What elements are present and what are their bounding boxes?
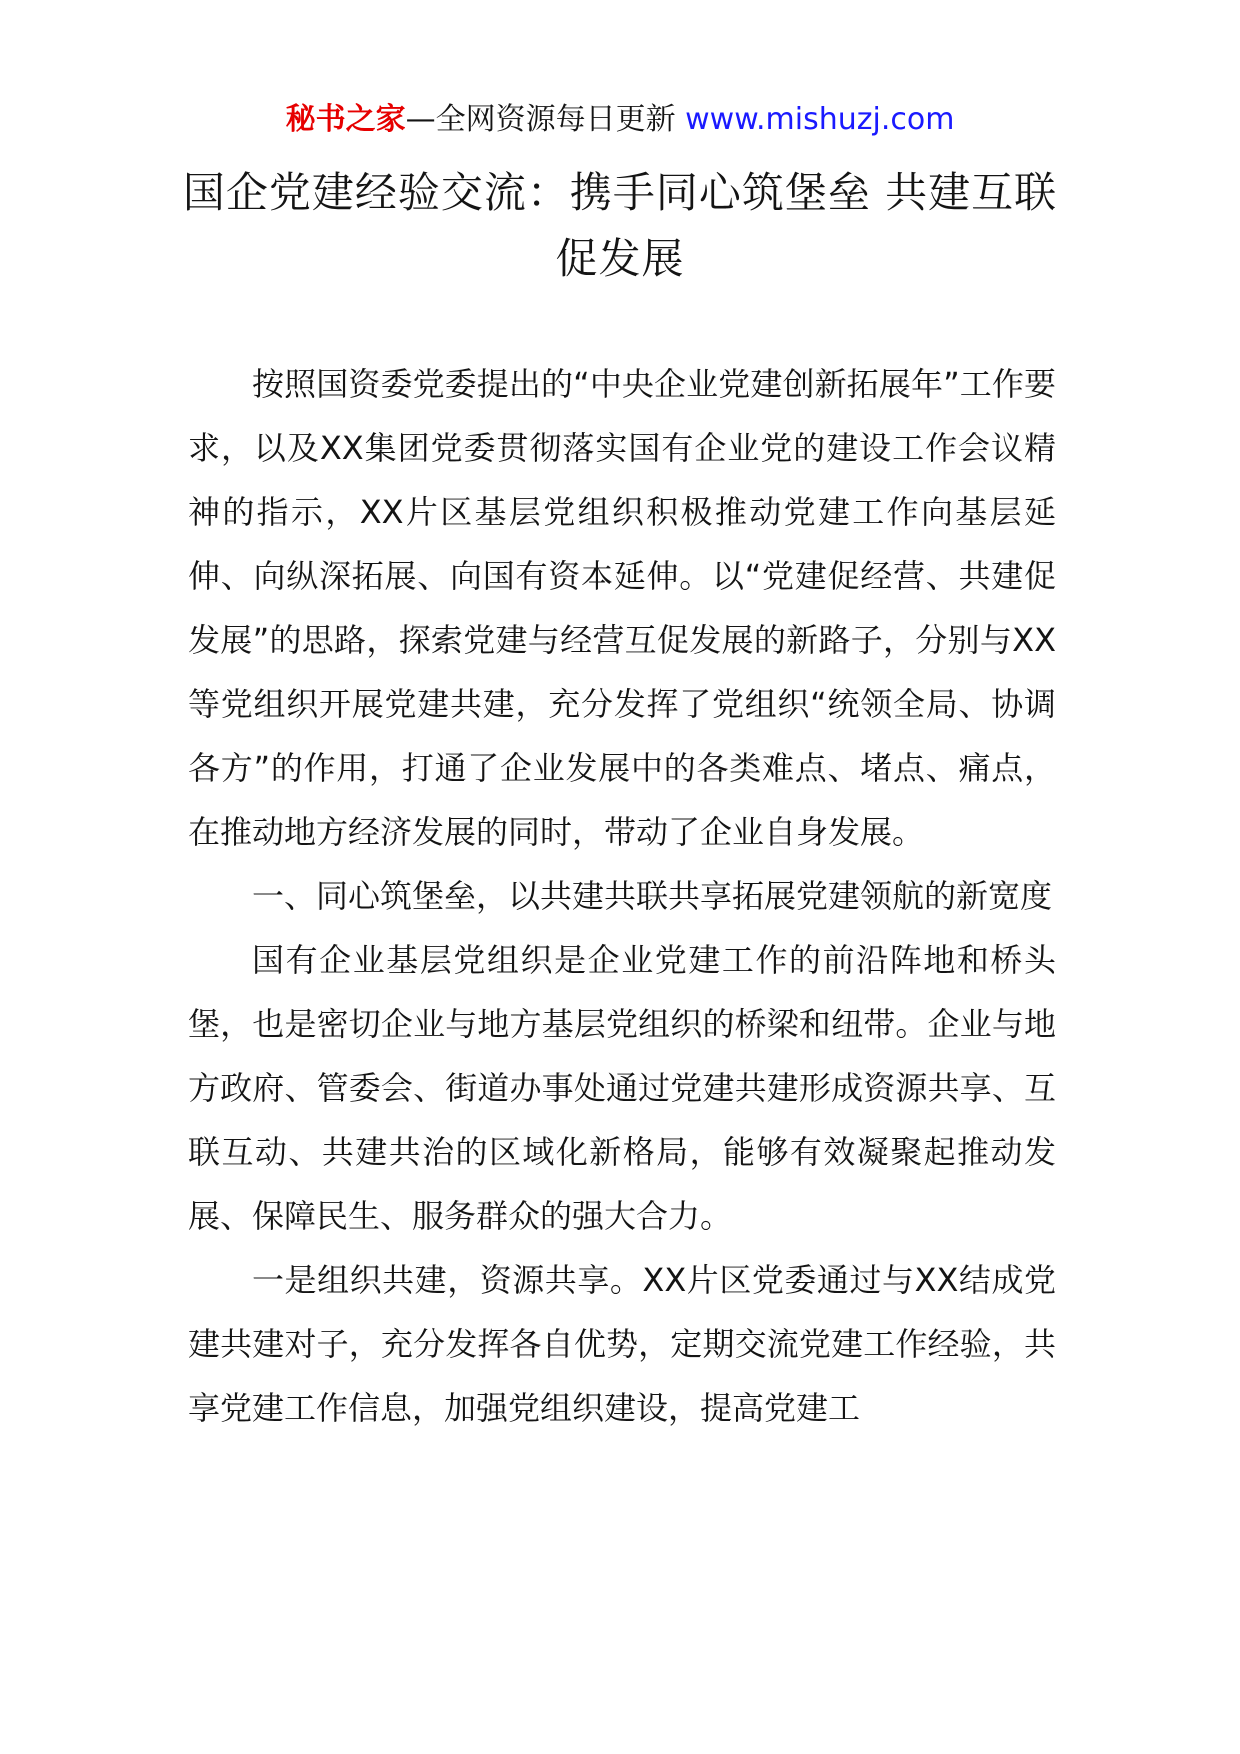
intro-paragraph: 按照国资委党委提出的“中央企业党建创新拓展年”工作要求，以及XX集团党委贯彻落实国有企业党的建设工作会议精神的指示，XX片区基层党组织积极推动党建工作向基层延伸、向纵深拓展、向国有资本延伸。以“党建促经营、共建促发展”的思路，探索党建与经营互促发展的新路子，分别与XX等党组织开展党建共建，充分发挥了党组织“统领全局、协调各方”的作用，打通了企业发展中的各类难点、堵点、痛点，在推动地方经济发展的同时，带动了企业自身发展。	[188, 365, 1056, 851]
section-heading: 一、同心筑堡垒，以共建共联共享拓展党建领航的新宽度	[252, 877, 1053, 915]
document-title: 国企党建经验交流：携手同心筑堡垒 共建互联促发展	[182, 168, 1058, 283]
site-tagline: —全网资源每日更新	[405, 102, 686, 137]
site-url-link[interactable]: www.mishuzj.com	[685, 102, 955, 137]
site-brand: 秘书之家	[285, 102, 406, 137]
body-paragraph: 一是组织共建，资源共享。XX片区党委通过与XX结成党建共建对子，充分发挥各自优势，定期交流党建工作经验，共享党建工作信息，加强党组织建设，提高党建工	[188, 1261, 1056, 1427]
body-paragraph: 国有企业基层党组织是企业党建工作的前沿阵地和桥头堡，也是密切企业与地方基层党组织的桥梁和纽带。企业与地方政府、管委会、街道办事处通过党建共建形成资源共享、互联互动、共建共治的区域化新格局，能够有效凝聚起推动发展、保障民生、服务群众的强大合力。	[188, 941, 1056, 1235]
site-header	[0, 98, 1240, 142]
document-body	[188, 352, 1056, 1440]
